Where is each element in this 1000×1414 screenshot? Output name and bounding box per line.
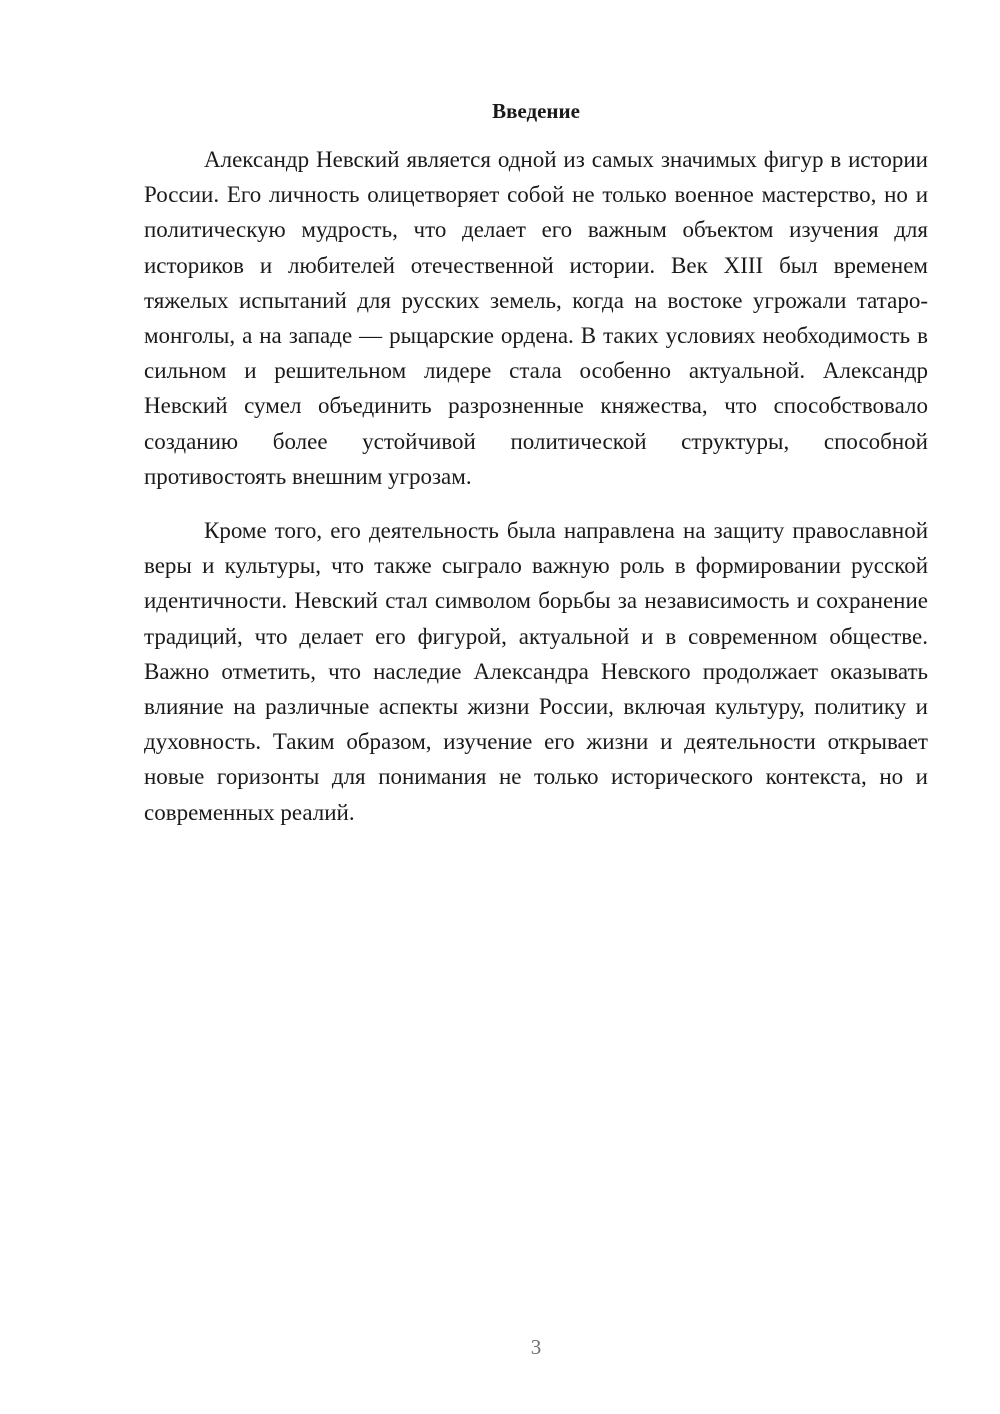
body-text (144, 142, 928, 830)
paragraph-1: Александр Невский является одной из самых значимых фигур в истории России. Его личность олицетворяет собой не только военное мастерство, но и политическую мудрость, что делает его важным объектом изучения для историков и любителей отечественной истории. Век XIII был временем тяжелых испытаний для русских земель, когда на востоке угрожали татаро-монголы, а на западе — рыцарские ордена. В таких условиях необходимость в сильном и решительном лидере стала особенно актуальной. Александр Невский сумел объединить разрозненные княжества, что способствовало созданию более устойчивой политической структуры, способной противостоять внешним угрозам. (144, 147, 928, 489)
page-number: 3 (530, 1335, 542, 1359)
paragraph-2: Кроме того, его деятельность была направлена на защиту православной веры и культуры, что также сыграло важную роль в формировании русской идентичности. Невский стал символом борьбы за независимость и сохранение традиций, что делает его фигурой, актуальной и в современном обществе. Важно отметить, что наследие Александра Невского продолжает оказывать влияние на различные аспекты жизни России, включая культуру, политику и духовность. Таким образом, изучение его жизни и деятельности открывает новые горизонты для понимания не только исторического контекста, но и современных реалий. (144, 518, 928, 825)
section-heading: Введение (492, 99, 580, 123)
